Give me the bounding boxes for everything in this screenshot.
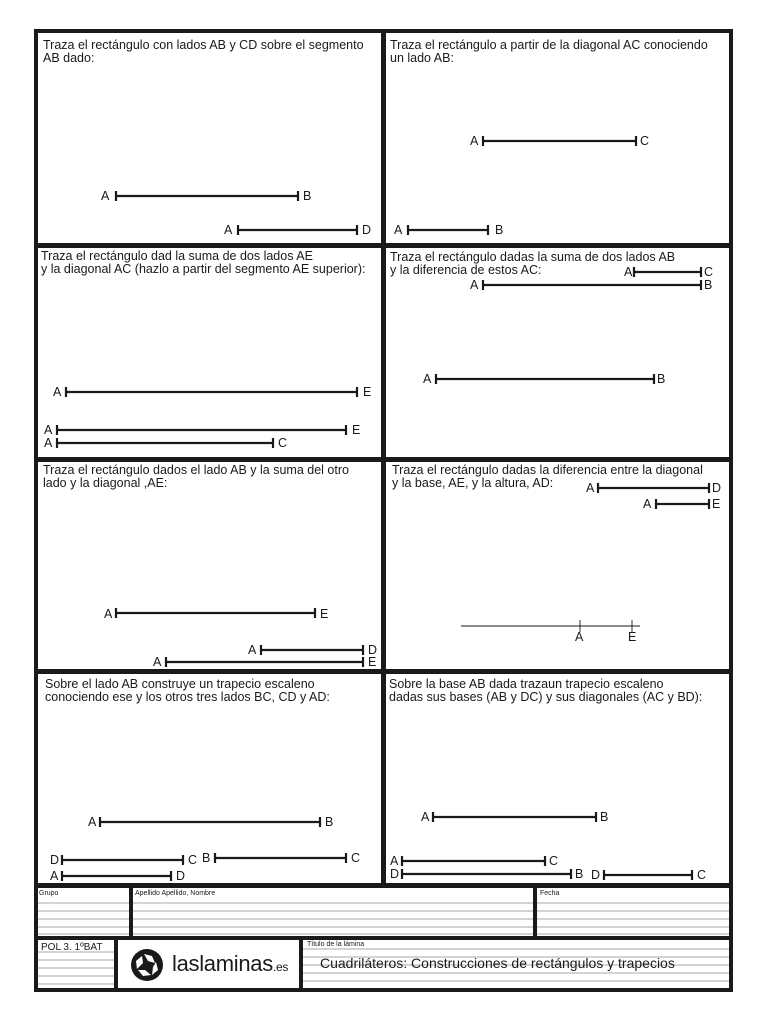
point-label: A — [53, 385, 62, 399]
point-label: A — [470, 134, 479, 148]
point-label: C — [549, 854, 559, 868]
panel-2-instruction: Traza el rectángulo a partir de la diagonal AC conociendo un lado AB: — [390, 38, 708, 65]
course-code: POL 3. 1ºBAT — [41, 942, 103, 953]
logo-domain: .es — [272, 960, 289, 974]
point-label: E — [320, 607, 329, 621]
point-label: C — [188, 853, 198, 867]
point-label: A — [104, 607, 113, 621]
point-label: C — [697, 868, 707, 882]
point-label: B — [575, 867, 584, 881]
point-label: C — [640, 134, 650, 148]
point-label: B — [202, 851, 211, 865]
point-label: A — [50, 869, 59, 883]
point-label: A — [153, 655, 162, 669]
panel-8-instruction: Sobre la base AB dada trazaun trapecio escaleno dadas sus bases (AB y DC) y sus diagonales (AC y BD): — [389, 677, 703, 704]
logo-wordmark — [172, 952, 288, 979]
point-label: D — [712, 481, 722, 495]
point-label: B — [303, 189, 312, 203]
panel-3-instruction: Traza el rectángulo dad la suma de dos lados AE y la diagonal AC (hazlo a partir del segmento AE superior): — [41, 249, 366, 276]
point-label: B — [325, 815, 334, 829]
point-label: C — [278, 436, 288, 450]
point-label: A — [643, 497, 652, 511]
point-label: D — [390, 867, 400, 881]
point-label: A — [575, 630, 584, 644]
point-label: A — [44, 423, 53, 437]
point-label: A — [624, 265, 633, 279]
sheet-title-label: Título de la lámina — [307, 941, 365, 948]
panel-7-instruction: Sobre el lado AB construye un trapecio escaleno conociendo ese y los otros tres lados BC, CD y AD: — [45, 677, 330, 704]
point-label: A — [394, 223, 403, 237]
point-label: A — [421, 810, 430, 824]
panel-5-instruction: Traza el rectángulo dados el lado AB y la suma del otro lado y la diagonal ,AE: — [43, 463, 349, 490]
point-label: B — [704, 278, 713, 292]
panel-1-instruction: Traza el rectángulo con lados AB y CD sobre el segmento AB dado: — [43, 38, 364, 65]
point-label: E — [368, 655, 377, 669]
point-label: C — [704, 265, 714, 279]
date-field-label: Fecha — [540, 890, 560, 897]
point-label: A — [88, 815, 97, 829]
point-label: C — [351, 851, 361, 865]
name-field-label: Apellido Apellido, Nombre — [135, 890, 216, 897]
point-label: D — [591, 868, 601, 882]
point-label: D — [362, 223, 372, 237]
point-label: B — [600, 810, 609, 824]
point-label: E — [628, 630, 637, 644]
point-label: A — [390, 854, 399, 868]
point-label: E — [712, 497, 721, 511]
point-label: A — [423, 372, 432, 386]
point-label: E — [363, 385, 372, 399]
point-label: B — [657, 372, 666, 386]
point-label: B — [495, 223, 504, 237]
point-label: E — [352, 423, 361, 437]
point-label: A — [470, 278, 479, 292]
logo-name: laslaminas — [172, 951, 273, 976]
point-label: D — [50, 853, 60, 867]
point-label: D — [176, 869, 186, 883]
point-label: A — [224, 223, 233, 237]
panel-4-instruction: Traza el rectángulo dadas la suma de dos lados AB y la diferencia de estos AC: — [390, 250, 676, 277]
panel-6-instruction: Traza el rectángulo dadas la diferencia entre la diagonal y la base, AE, y la altura, AD: — [392, 463, 703, 490]
sheet-title: Cuadriláteros: Construcciones de rectángulos y trapecios — [320, 955, 675, 971]
point-label: A — [586, 481, 595, 495]
point-label: A — [248, 643, 257, 657]
point-label: D — [368, 643, 378, 657]
point-label: A — [101, 189, 110, 203]
group-field-label: Grupo — [39, 890, 59, 897]
point-label: A — [44, 436, 53, 450]
